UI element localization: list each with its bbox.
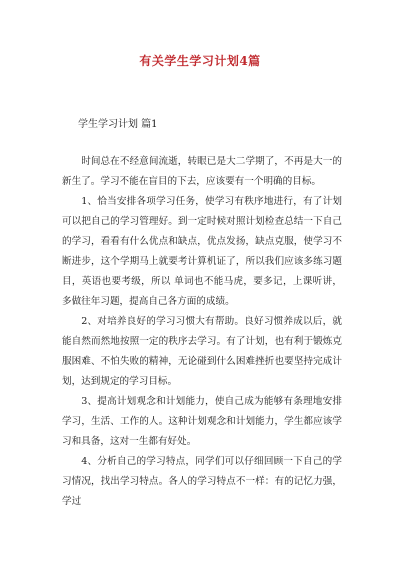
paragraph-intro: 时间总在不经意间流逝，转眼已是大二学期了，不再是大一的新生了。学习不能在盲目的下去，应该要有一个明确的目标。 xyxy=(62,156,342,187)
paragraph-item-1: 1、恰当安排各项学习任务，使学习有秩序地进行，有了计划可以把自己的学习管理好。到一定时候对照计划检查总结一下自己的学习，看看有什么优点和缺点，优点发扬，缺点克服，使学习不断进步，这个学期马上就要考计算机证了，所以我们应该多练习题目，英语也要考级，所以 单词也不能马虎，要多记，上课听讲，多做往年习题，提高自己各方面的成绩。 xyxy=(62,196,342,307)
section-heading: 学生学习计划 篇1 xyxy=(78,119,158,130)
paragraph-item-4: 4、分析自己的学习特点，同学们可以仔细回顾一下自己的学习情况，找出学习特点。各人的学习特点不一样：有的记忆力强，学过 xyxy=(62,456,342,507)
paragraph-item-3: 3、提高计划观念和计划能力，使自己成为能够有条理地安排学习，生活、工作的人。这种计划观念和计划能力，学生都应该学习和具备，这对一生都有好处。 xyxy=(62,396,342,447)
body-text xyxy=(62,152,342,512)
paragraph-item-2: 2、对培养良好的学习习惯大有帮助。良好习惯养成以后，就能自然而然地按照一定的秩序去学习。有了计划，也有利于锻炼克服困难、不怕失败的精神，无论碰到什么困难挫折也要坚持完成计划，达到规定的学习目标。 xyxy=(62,316,342,387)
document-title: 有关学生学习计划4篇 xyxy=(139,54,261,68)
